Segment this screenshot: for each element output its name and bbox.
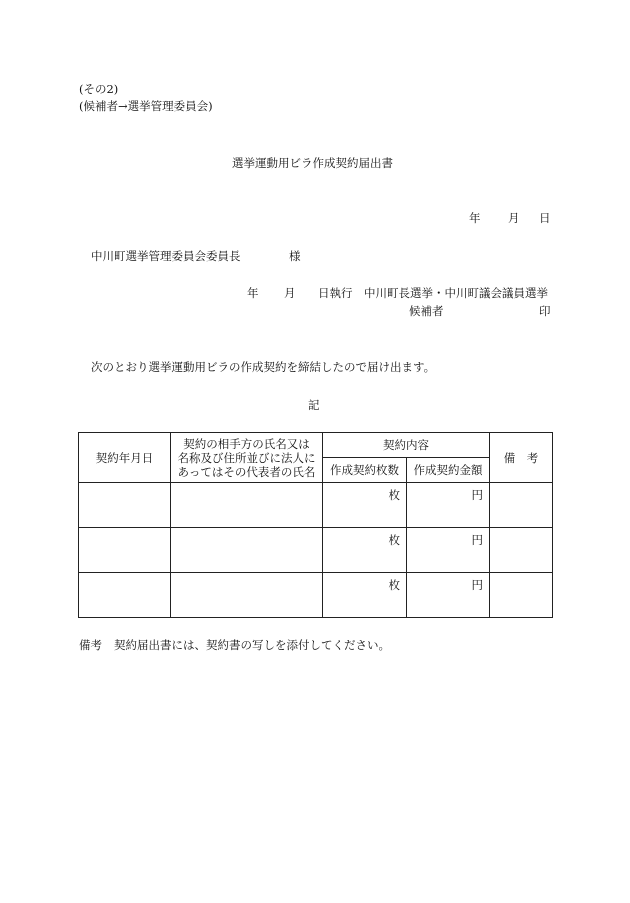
date-year: 年 — [469, 211, 481, 225]
submission-route: (候補者→選挙管理委員会) — [79, 99, 213, 113]
cell-amount-unit: 円 — [407, 483, 490, 528]
note-text: 契約届出書には、契約書の写しを添付してください。 — [114, 638, 390, 652]
document-title: 選挙運動用ビラ作成契約届出書 — [232, 156, 393, 170]
header-contract-party — [171, 433, 323, 483]
cell-contract-date — [79, 573, 171, 618]
candidate-label: 候補者 — [409, 304, 444, 318]
date-day: 日 — [539, 211, 551, 225]
addressee-name: 中川町選挙管理委員会委員長 — [91, 249, 241, 263]
header-party-line-2: 名称及び住所並びに法人に — [177, 450, 316, 465]
cell-contract-party — [171, 573, 323, 618]
election-day-exec: 日執行 — [318, 286, 353, 300]
header-party-line-3: あってはその代表者の氏名 — [177, 464, 316, 479]
table-row — [79, 573, 553, 618]
header-contract-content: 契約内容 — [323, 433, 490, 458]
cell-amount-unit: 円 — [407, 573, 490, 618]
cell-amount-unit: 円 — [407, 528, 490, 573]
cell-remarks — [490, 483, 553, 528]
date-month: 月 — [508, 211, 520, 225]
table-row — [79, 528, 553, 573]
ki-heading: 記 — [308, 398, 320, 412]
election-names: 中川町長選挙・中川町議会議員選挙 — [364, 286, 548, 300]
addressee-honorific: 様 — [289, 249, 301, 263]
header-remarks: 備 考 — [490, 433, 553, 483]
cell-contract-party — [171, 483, 323, 528]
header-amount: 作成契約金額 — [407, 458, 490, 483]
cell-copies-unit: 枚 — [323, 528, 407, 573]
header-party-line-1: 契約の相手方の氏名又は — [183, 436, 310, 451]
seal-mark: 印 — [539, 304, 551, 318]
election-year: 年 — [247, 286, 259, 300]
cell-contract-date — [79, 528, 171, 573]
header-contract-date: 契約年月日 — [79, 433, 171, 483]
cell-remarks — [490, 528, 553, 573]
election-month: 月 — [284, 286, 296, 300]
cell-contract-party — [171, 528, 323, 573]
note-label: 備考 — [79, 638, 102, 652]
body-text: 次のとおり選挙運動用ビラの作成契約を締結したので届け出ます。 — [91, 360, 436, 374]
contract-table — [78, 432, 553, 618]
header-copies: 作成契約枚数 — [323, 458, 407, 483]
cell-remarks — [490, 573, 553, 618]
form-number: (その2) — [79, 82, 119, 96]
cell-contract-date — [79, 483, 171, 528]
cell-copies-unit: 枚 — [323, 573, 407, 618]
table-row — [79, 483, 553, 528]
cell-copies-unit: 枚 — [323, 483, 407, 528]
